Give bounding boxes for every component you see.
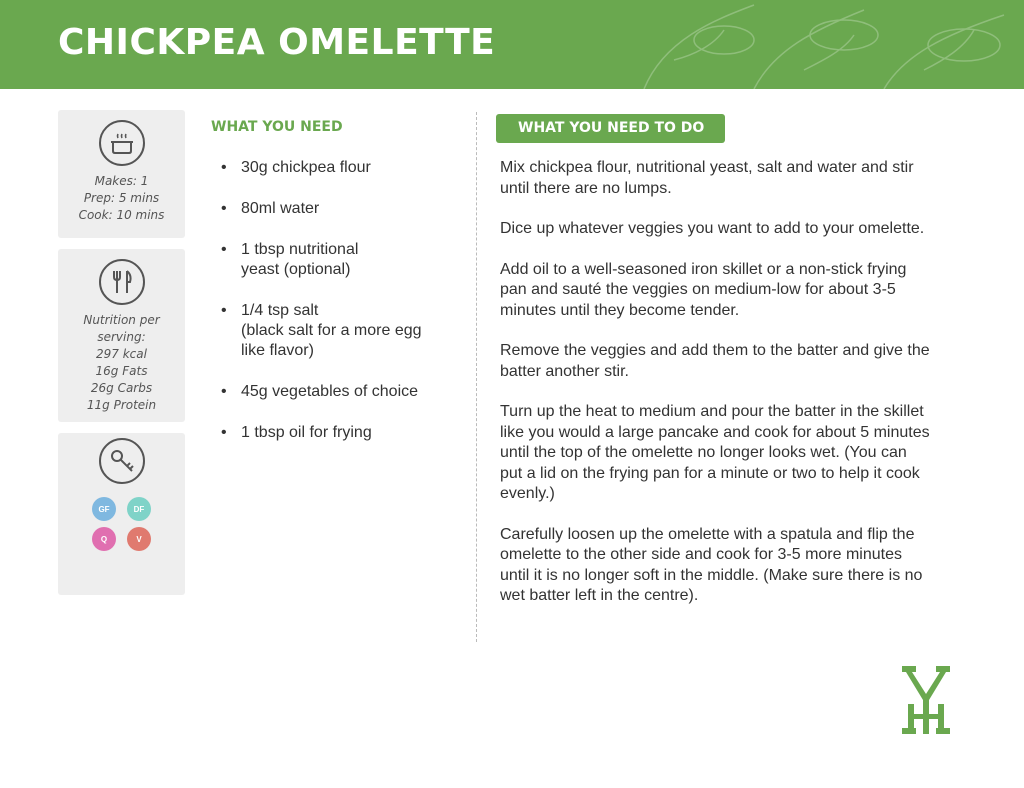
nutrition-info: [58, 312, 185, 414]
step-text: Remove the veggies and add them to the batter and give the batter another stir.: [500, 342, 930, 380]
title-banner: [0, 0, 1024, 89]
list-item: • 80ml water: [221, 200, 320, 217]
nutrition-label-2: serving:: [97, 330, 146, 344]
diet-tags-card: [58, 433, 185, 595]
page-title: CHICKPEA OMELETTE: [58, 22, 496, 63]
cook-time-text: Cook: 10 mins: [78, 208, 165, 222]
fork-knife-icon: [99, 259, 145, 305]
gluten-free-tag: GF: [92, 497, 116, 521]
step-text: Dice up whatever veggies you want to add to your omelette.: [500, 220, 925, 237]
servings-card: [58, 110, 185, 238]
directions-list: [500, 158, 930, 627]
quick-tag: Q: [92, 527, 116, 551]
key-icon: [99, 438, 145, 484]
step-text: Add oil to a well-seasoned iron skillet or a non-stick frying pan and sauté the veggies on medium-low for about 3-5 minutes until they become tender.: [500, 260, 907, 319]
column-divider: [476, 112, 477, 642]
list-item: • 1 tbsp nutritional yeast (optional): [221, 241, 359, 278]
fats-text: 16g Fats: [95, 364, 148, 378]
dairy-free-tag: DF: [127, 497, 151, 521]
list-item: • 1 tbsp oil for frying: [221, 424, 372, 441]
list-item: • 1/4 tsp salt (black salt for a more egg like flavor): [221, 302, 422, 359]
directions-heading: WHAT YOU NEED TO DO: [496, 114, 725, 143]
brand-logo-icon: [900, 664, 952, 736]
makes-text: Makes: 1: [94, 174, 149, 188]
vegan-tag: V: [127, 527, 151, 551]
leaf-pattern-decoration: [604, 0, 1024, 89]
list-item: • 30g chickpea flour: [221, 159, 371, 176]
servings-info: [58, 173, 185, 224]
protein-text: 11g Protein: [86, 398, 157, 412]
cooking-pot-icon: [99, 120, 145, 166]
prep-time-text: Prep: 5 mins: [83, 191, 160, 205]
step-text: Turn up the heat to medium and pour the batter in the skillet like you would a large pancake and cook for about 5 minutes until the top of the omelette no longer looks wet. (You can put a lid on the frying pan for a minute or two to help it cook evenly.): [500, 403, 930, 502]
step-text: Mix chickpea flour, nutritional yeast, salt and water and stir until there are no lumps.: [500, 159, 914, 197]
kcal-text: 297 kcal: [96, 347, 147, 361]
carbs-text: 26g Carbs: [90, 381, 153, 395]
nutrition-label: Nutrition per: [83, 313, 160, 327]
nutrition-card: [58, 249, 185, 422]
ingredients-heading: WHAT YOU NEED: [211, 119, 343, 135]
step-text: Carefully loosen up the omelette with a spatula and flip the omelette to the other side and cook for 3-5 more minutes until it is no longer soft in the middle. (Make sure there is no wet batter left in the centre).: [500, 525, 923, 604]
ingredients-list: [221, 158, 461, 464]
list-item: • 45g vegetables of choice: [221, 383, 419, 400]
